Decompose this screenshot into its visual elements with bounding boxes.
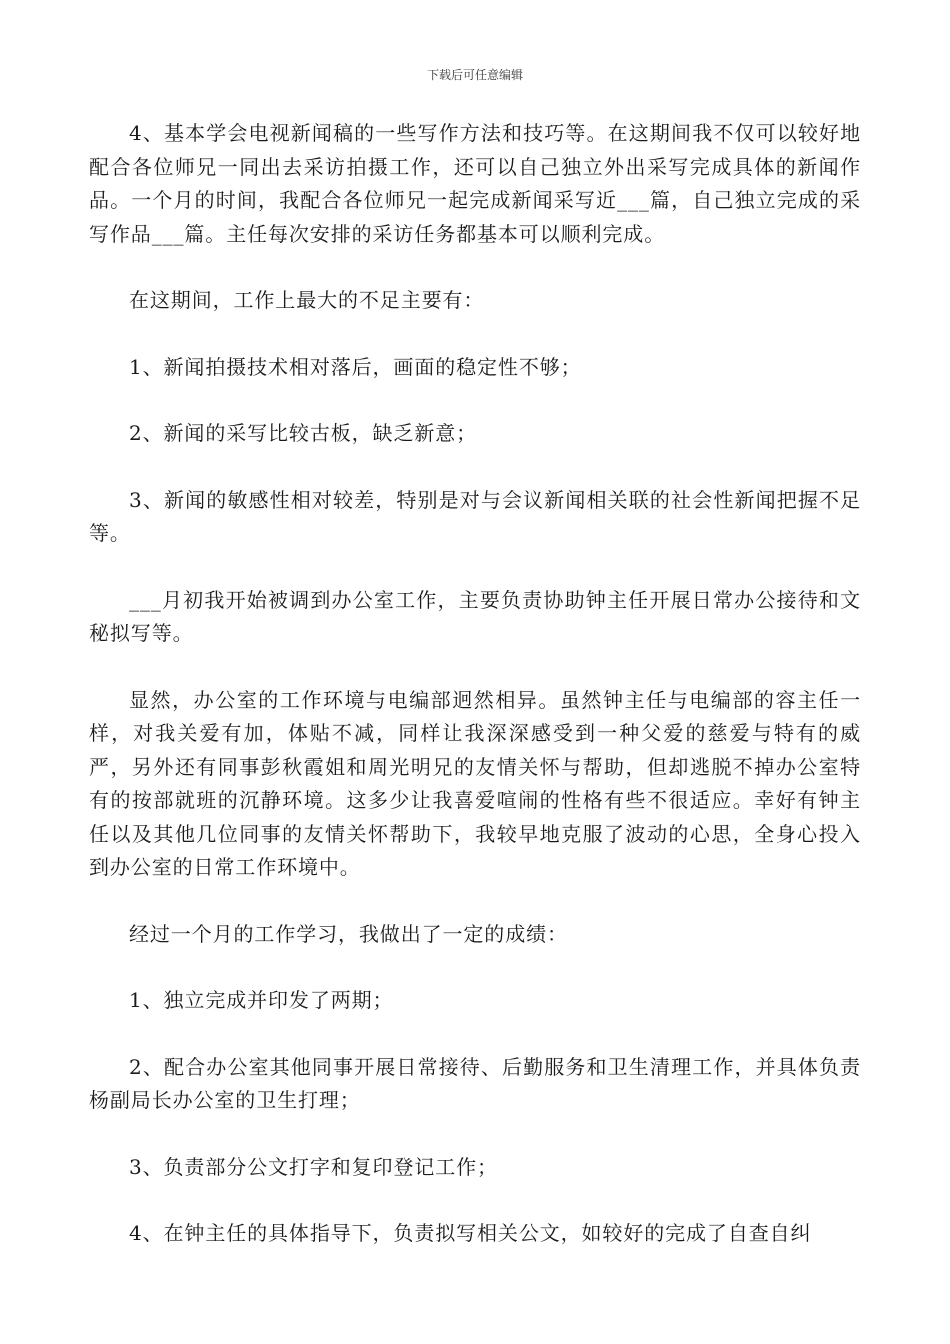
paragraph-shortcoming-2: 2、新闻的采写比较古板，缺乏新意；: [129, 421, 478, 445]
paragraph-achievement-4: 4、在钟主任的具体指导下，负责拟写相关公文，如较好的完成了自查自纠: [129, 1221, 812, 1245]
document-body: [89, 117, 861, 1284]
paragraph-shortcoming-1: 1、新闻拍摄技术相对落后，画面的稳定性不够；: [129, 354, 582, 379]
page-header-note: 下载后可任意编辑: [426, 68, 523, 82]
paragraph-skills-summary: 4、基本学会电视新闻稿的一些写作方法和技巧等。在这期间我不仅可以较好地配合各位师兄一同出去采访拍摄工作，还可以自己独立外出采写完成具体的新闻作品。一个月的时间，我配合各位师兄一起完成新闻采写近___篇，自己独立完成的采写作品___篇。主任每次安排的采访任务都基本可以顺利完成。: [89, 121, 861, 246]
paragraph-achievement-2: 2、配合办公室其他同事开展日常接待、后勤服务和卫生清理工作，并具体负责杨副局长办公室的卫生打理；: [89, 1054, 861, 1112]
paragraph-achievement-1: 1、独立完成并印发了两期；: [129, 988, 394, 1012]
paragraph-achievements-intro: 经过一个月的工作学习，我做出了一定的成绩：: [129, 921, 568, 946]
paragraph-office-environment: 显然，办公室的工作环境与电编部迥然相异。虽然钟主任与电编部的容主任一样，对我关爱有加，体贴不减，同样让我深深感受到一种父爱的慈爱与特有的威严，另外还有同事彭秋霞姐和周光明兄的友情关怀与帮助，但却逃脱不掉办公室特有的按部就班的沉静环境。这多少让我喜爱喧闹的性格有些不很适应。幸好有钟主任以及其他几位同事的友情关怀帮助下，我较早地克服了波动的心思，全身心投入到办公室的日常工作环境中。: [89, 687, 861, 879]
paragraph-achievement-3: 3、负责部分公文打字和复印登记工作；: [129, 1154, 498, 1179]
paragraph-office-transfer: ___月初我开始被调到办公室工作，主要负责协助钟主任开展日常办公接待和文秘拟写等。: [89, 587, 861, 645]
paragraph-shortcoming-3: 3、新闻的敏感性相对较差，特别是对与会议新闻相关联的社会性新闻把握不足等。: [89, 487, 861, 545]
paragraph-shortcomings-intro: 在这期间，工作上最大的不足主要有：: [129, 288, 485, 312]
